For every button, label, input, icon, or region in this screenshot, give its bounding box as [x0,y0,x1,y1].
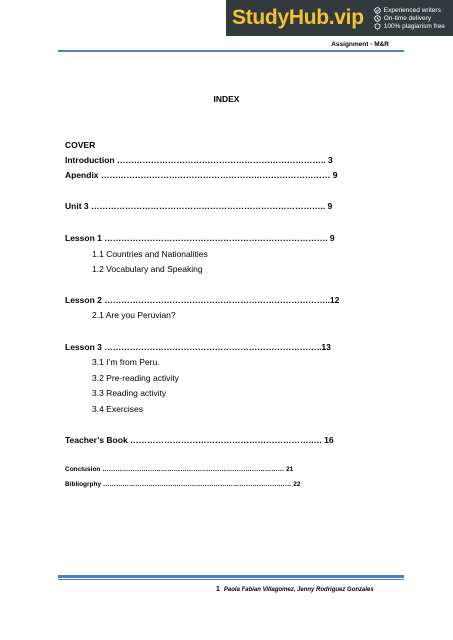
toc-bibliography: Bibliogrphy …………………………………………………………………………… 22 [65,481,301,488]
feature-item [374,7,445,14]
studyhub-banner[interactable] [226,0,453,36]
page-footer [216,586,374,593]
index-title: INDEX [213,94,240,104]
clock-icon [374,15,381,22]
toc-conclusion: Conclusion ………………………………………………………………………… 21 [65,466,294,473]
header-assignment-label: Assignment - M&R [331,41,389,48]
feature-item [374,15,445,22]
feature-label: 100% plagiarism free [383,22,445,30]
toc-subitem: 1.1 Countries and Nationalities [92,249,208,259]
toc-apendix: Apendix ……………………………………………………………………… 9 [65,170,338,180]
toc-introduction: Introduction ……………………………………………………………….. 3 [65,155,333,165]
page-number: 1 [216,586,220,593]
footer-authors: Paola Fabian Villagomez, Jenny Rodriguez Gonzales [223,587,374,593]
feature-label: On-time delivery [383,14,432,22]
toc-subitem: 3.1 I’m from Peru. [92,357,160,367]
toc-teachers-book: Teacher’s Book ……………………………………………………….…. 16 [65,435,334,445]
toc-cover: COVER [65,140,96,150]
banner-features [374,7,445,30]
shield-icon [374,23,381,30]
toc-subitem: 2.1 Are you Peruvian? [92,310,176,320]
feature-label: Experienced writers [383,6,441,14]
header-rule [58,50,404,52]
toc-lesson-2: Lesson 2 ……………………………………………………………………..12 [65,295,340,305]
footer-rule [58,575,404,578]
toc-lesson-1: Lesson 1 ……………………………………………………………………. 9 [65,233,335,243]
toc-lesson-3: Lesson 3 …………………………………………………………………..13 [65,342,331,352]
feature-item [374,23,445,30]
toc-subitem: 3.3 Reading activity [92,388,167,398]
toc-subitem: 3.4 Exercises [92,404,144,414]
toc-subitem: 3.2 Pre-reading activity [92,373,179,383]
studyhub-logo[interactable]: StudyHub.vip [232,6,364,29]
toc-subitem: 1.2 Vocabulary and Speaking [92,264,203,274]
toc-unit-3: Unit 3 ……………………………………………………………………….. 9 [65,201,333,211]
check-circle-icon [374,7,381,14]
footer-rule-thin [58,579,404,580]
